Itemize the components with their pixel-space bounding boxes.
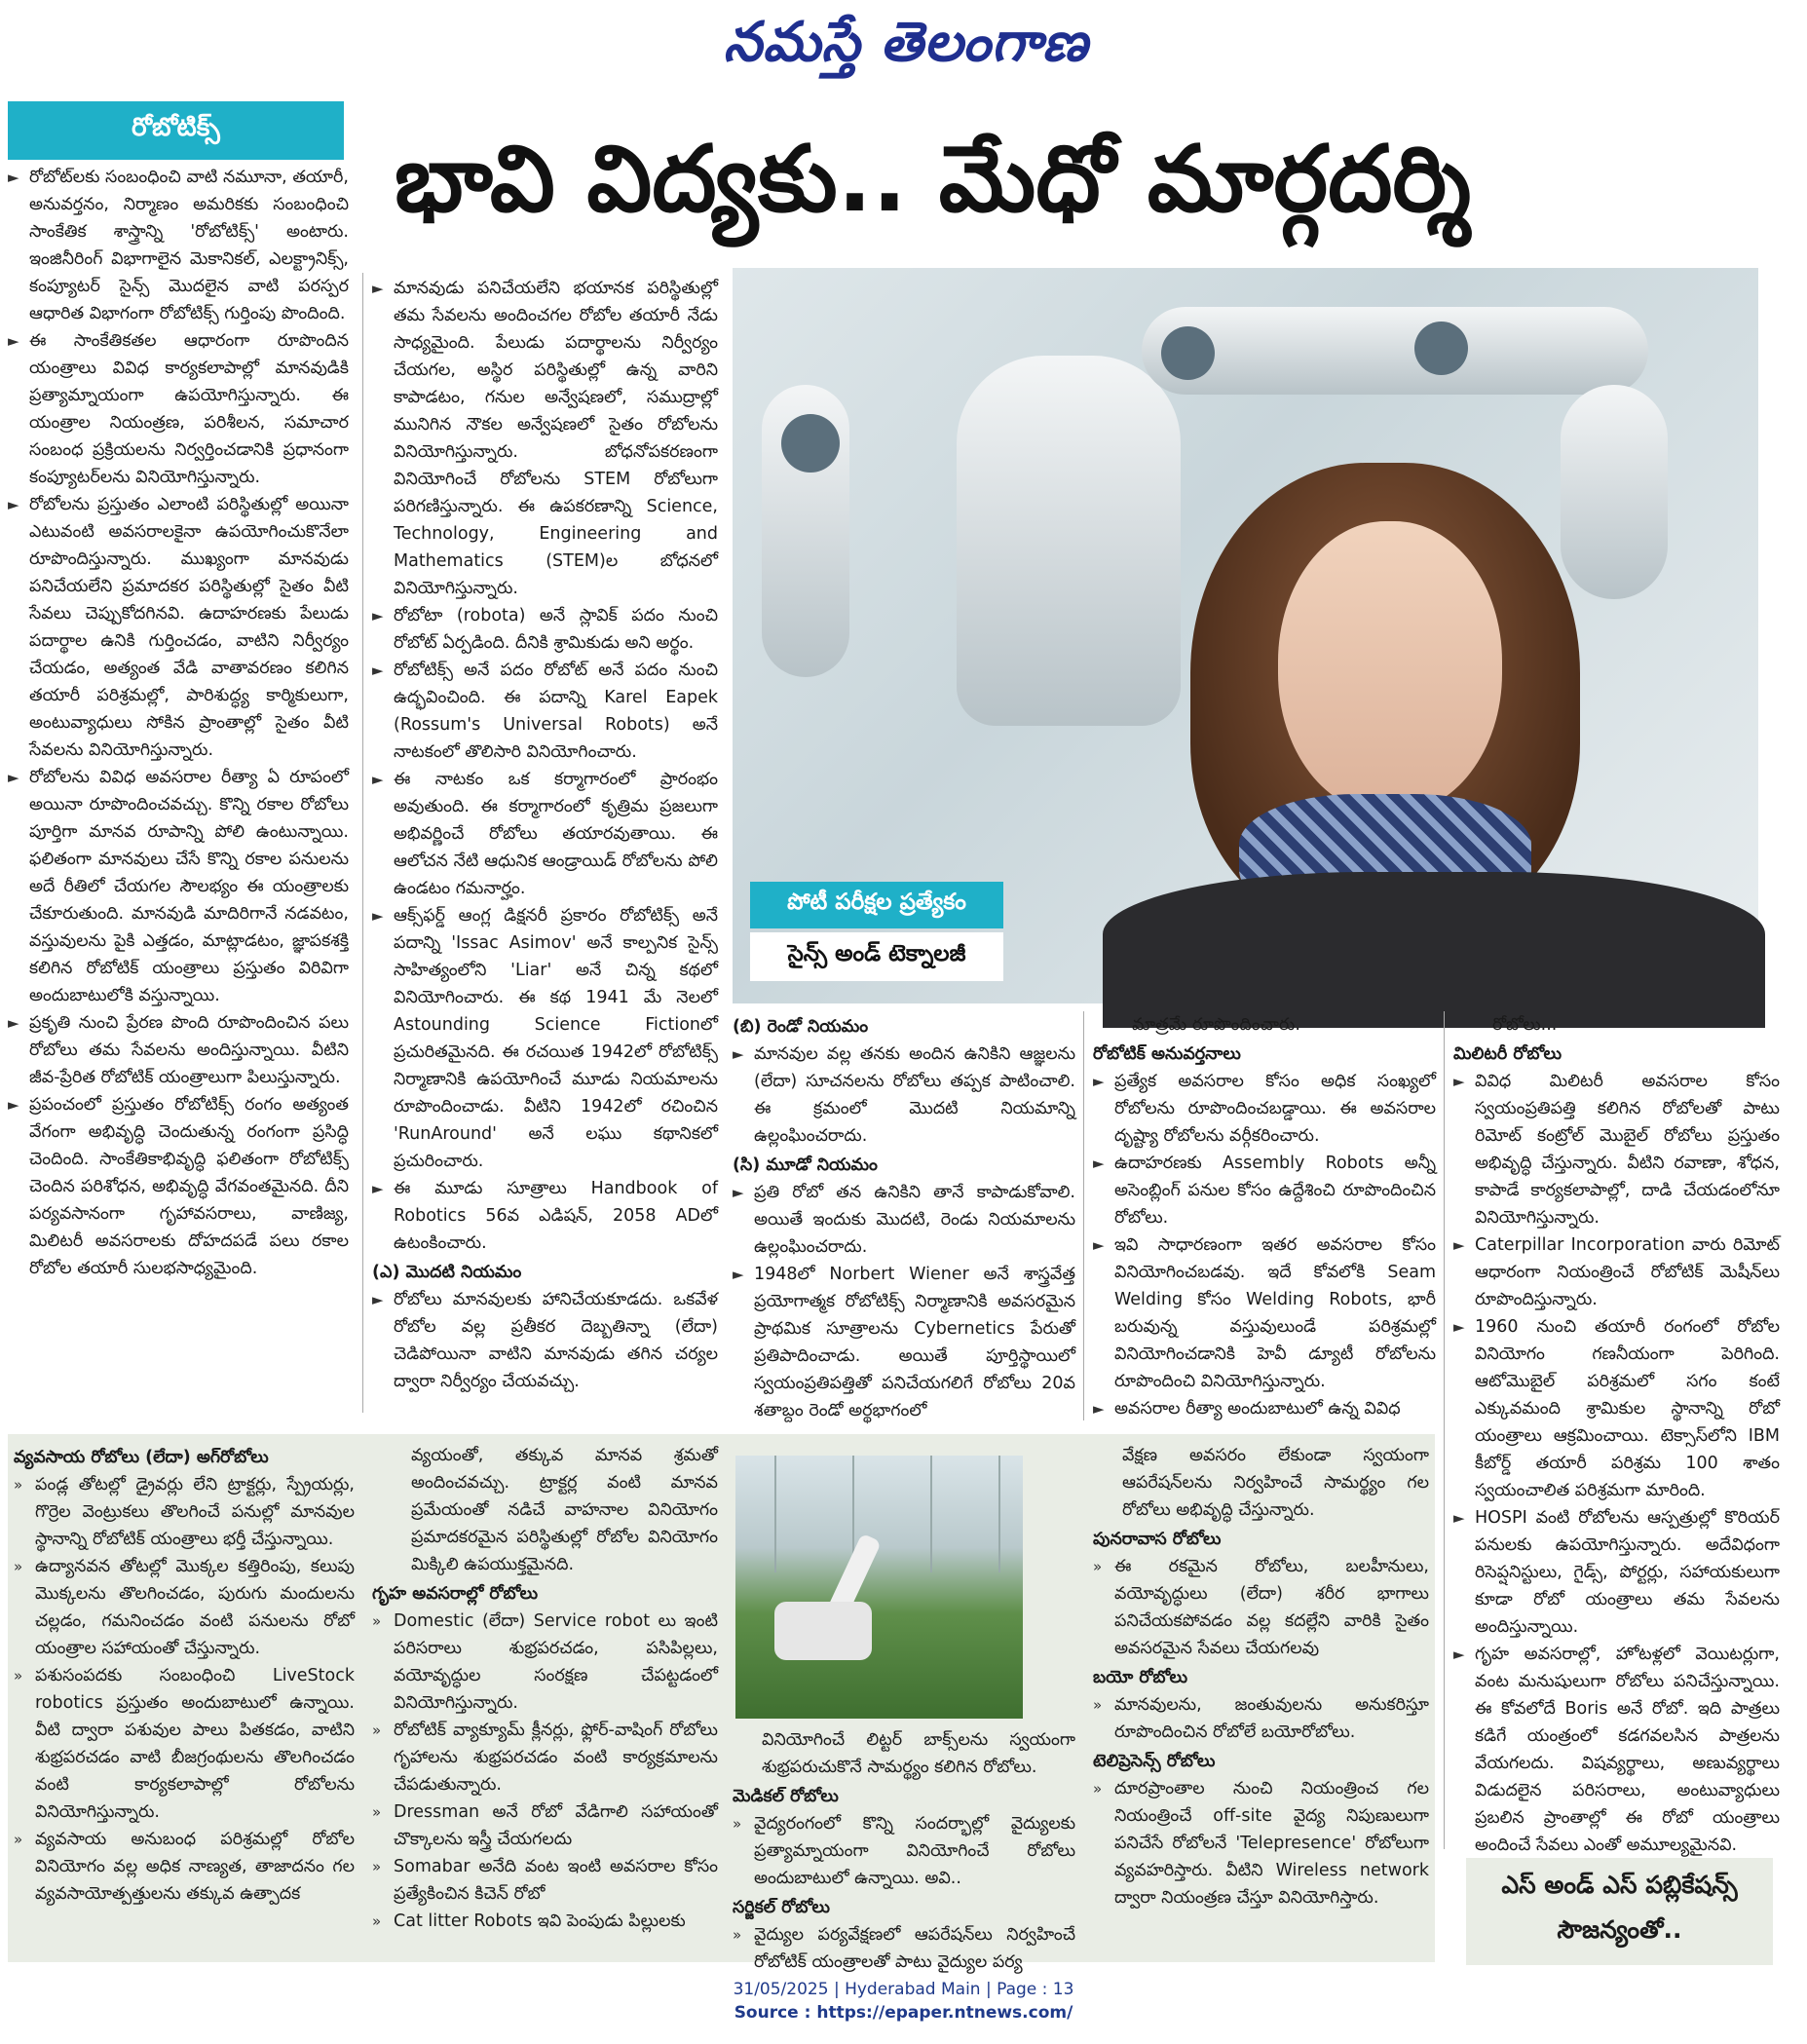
bullet-icon: ► [1453,1509,1465,1527]
credit-line-1: ఎస్ అండ్ ఎస్ పబ్లికేషన్స్ [1501,1871,1738,1899]
page-footer [0,1978,1807,2025]
topic-tag: సైన్స్ అండ్ టెక్నాలజీ [750,932,1003,981]
box-column-1 [14,1442,355,1958]
paragraph: ► HOSPI వంటి రోబోలను ఆస్పత్రుల్లో కొరియర్ పనులకు ఉపయోగిస్తున్నారు. అదేవిధంగా రిసెప్షనిస్టులు, గైడ్స్, పోర్టర్లు, సహాయకులుగా కూడా రోబో యంత్రాలు తమ సేవలను అందిస్తున్నాయి. [1453,1504,1780,1641]
paragraph: ► రోబోటిక్స్ అనే పదం రోబోట్ అనే పదం నుంచి ఉద్భవించింది. ఈ పదాన్ని Karel Eapek (Rossum's Universal Robots) అనే నాటకంలో తొలిసారి వినియోగించారు. [372,657,718,766]
robot-joint [1414,322,1468,375]
paragraph: » వైద్యరంగంలో కొన్ని సందర్భాల్లో వైద్యులకు ప్రత్యామ్నాయంగా వినియోగించే రోబోలు అందుబాటులో ఉన్నాయి. అవి.. [733,1810,1075,1892]
bullet-icon: ► [8,496,19,513]
paragraph: ► ఈ మూడు సూత్రాలు Handbook of Robotics 56వ ఎడిషన్, 2058 ADలో ఉటంకించారు. [372,1175,718,1257]
paragraph: ► రోబోలను వివిధ అవసరాల రీత్యా ఏ రూపంలో అయినా రూపొందించవచ్చు. కొన్ని రకాల రోబోలు పూర్తిగా మానవ రూపాన్ని పోలి ఉంటున్నాయి. ఫలితంగా మానవులు చేసే కొన్ని రకాల పనులను అదే రీతిలో చేయగల సౌలభ్యం ఈ యంత్రాలకు చేకూరుతుంది. మానవుడి మాదిరిగానే నడవటం, వస్తువులను పైకి ఎత్తడం, మాట్లాడటం, జ్ఞాపకశక్తి కలిగిన రోబోటిక్ యంత్రాలు ప్రస్తుతం విరివిగా అందుబాటులోకి వస్తున్నాయి. [8,764,349,1009]
paragraph: ► ఈ నాటకం ఒక కర్మాగారంలో ప్రారంభం అవుతుంది. ఈ కర్మాగారంలో కృత్రిమ ప్రజలుగా అభివర్ణించే రోబోలు తయారవుతాయి. ఈ ఆలోచన నేటి ఆధునిక ఆండ్రాయిడ్ రోబోలను పోలి ఉండటం గమనార్హం. [372,766,718,902]
bullet-icon: ► [372,1180,384,1197]
paragraph: ► ఉదాహరణకు Assembly Robots అన్నీ అసెంబ్లింగ్ పనుల కోసం ఉద్దేశించి రూపొందించిన రోబోలు. [1093,1150,1436,1231]
paragraph: ► 1960 నుంచి తయారీ రంగంలో రోబోల వినియోగం గణనీయంగా పెరిగింది. ఆటోమొబైల్ పరిశ్రమలో సగం కంటే ఎక్కువమంది శ్రామికుల స్థానాన్ని రోబో యంత్రాలు ఆక్రమించాయి. టెక్సాస్‌లోని IBM కీబోర్డ్ తయారీ పరిశ్రమ 100 శాతం స్వయంచాలిత పరిశ్రమగా మారింది. [1453,1313,1780,1504]
subheading: సర్జికల్ రోబోలు [733,1898,830,1917]
paragraph: » వైద్యుల పర్యవేక్షణలో ఆపరేషన్‌లు నిర్వహించే రోబోటిక్ యంత్రాలతో పాటు వైద్యుల పర్య [733,1921,1075,1976]
headline: భావి విద్యకు.. మేధో మార్గదర్శి [395,127,1472,233]
bullet-icon: ► [8,1014,19,1032]
masthead-logo: నమస్తే తెలంగాణ [723,10,1089,74]
exam-special-tag: పోటీ పరీక్షల ప్రత్యేకం [750,882,1003,928]
subheading: రోబోటిక్ అనువర్తనాలు [1093,1044,1241,1064]
continued-text: వేక్షణ అవసరం లేకుండా స్వయంగా ఆపరేషన్‌లను నిర్వహించే సామర్థ్యం గల రోబోలు అభివృద్ధి చేస్తున్నారు. [1122,1446,1429,1520]
subheading: పునరావాస రోబోలు [1093,1530,1222,1549]
paragraph: ► మానవుల వల్ల తనకు అందిన ఉనికిని ఆజ్ఞలను (లేదా) సూచనలను రోబోలు తప్పక పాటించాలి. ఈ క్రమంలో మొదటి నియమాన్ని ఉల్లంఘించరాదు. [733,1041,1075,1150]
bullet-icon: ► [1453,1236,1465,1254]
bullet-icon: ► [372,1291,384,1308]
column-divider [1083,1011,1084,1420]
robot-arm-right [1142,307,1648,395]
bullet-icon: ► [8,1096,19,1114]
person-sweater [1103,872,1765,1028]
column-5 [1453,1011,1780,1855]
paragraph: ► ప్రకృతి నుంచి ప్రేరణ పొంది రూపొందించిన పలు రోబోలు తమ సేవలను అందిస్తున్నాయి. వీటిని జీవ-ప్రేరిత రోబోటిక్ యంత్రాలుగా పిలుస్తున్నారు. [8,1009,349,1091]
column-4 [1093,1011,1436,1420]
bullet-icon: ► [1093,1236,1105,1254]
box-column-2 [372,1442,718,1958]
paragraph: » Somabar అనేది వంట ఇంటి అవసరాల కోసం ప్రత్యేకించిన కిచెన్ రోబో [372,1853,718,1908]
bullet-icon: » [14,1667,23,1684]
column-1 [8,164,349,1420]
continued-text: వ్యయంతో, తక్కువ మానవ శ్రమతో అందించవచ్చు. ట్రాక్టర్ల వంటి మానవ ప్రమేయంతో నడిచే వాహనాల వినియోగం ప్రమాదకరమైన పరిస్థితుల్లో రోబోల వినియోగం మిక్కిలి ఉపయుక్తమైనది. [411,1446,718,1574]
subheading: (ఎ) మొదటి నియమం [372,1263,522,1282]
footer-source[interactable]: Source : https://epaper.ntnews.com/ [734,2003,1073,2023]
bullet-icon: » [1093,1780,1103,1798]
paragraph: ► ఇవి సాధారణంగా ఇతర అవసరాల కోసం వినియోగించబడవు. ఇదే కోవలోకి Seam Welding కోసం Welding Robots, భారీ బరువున్న వస్తువులుండే పరిశ్రమల్లో వినియోగించడానికి హెవీ డ్యూటీ రోబోలను రూపొందించి వినియోగిస్తున్నారు. [1093,1231,1436,1395]
bullet-icon: ► [8,332,19,350]
bullet-icon: ► [733,1266,744,1283]
paragraph: » మానవులను, జంతువులను అనుకరిస్తూ రూపొందించిన రోబోలే బయోరోబోలు. [1093,1691,1429,1746]
paragraph: ► వివిధ మిలిటరీ అవసరాల కోసం స్వయంప్రతిపత్తి కలిగిన రోబోలతో పాటు రిమోట్ కంట్రోల్ మొబైల్ రోబోలు ప్రస్తుతం అభివృద్ధి చేస్తున్నారు. వీటిని రవాణా, శోధన, కాపాడే కార్యకలాపాల్లో, దాడి చేయడంలోనూ వినియోగిస్తున్నారు. [1453,1068,1780,1231]
bullet-icon: » [733,1815,742,1833]
farm-robot-photo [735,1456,1023,1719]
bullet-icon: ► [372,607,384,625]
credit-line-2: సౌజన్యంతో.. [1557,1915,1682,1944]
bullet-icon: ► [1453,1073,1465,1090]
paragraph: » రోబోటిక్ వ్యాక్యూమ్ క్లీనర్లు, ఫ్లోర్-వాషింగ్ రోబోలు గృహాలను శుభ్రపరచడం వంటి కార్యక్రమాలను చేపడుతున్నారు. [372,1717,718,1798]
paragraph: ► ప్రత్యేక అవసరాల కోసం అధిక సంఖ్యలో రోబోలను రూపొందించబడ్డాయి. ఈ అవసరాల దృష్ట్యా రోబోలను వర్గీకరించారు. [1093,1068,1436,1150]
bullet-icon: » [372,1858,382,1875]
paragraph: » Dressman అనే రోబో వేడిగాలి సహాయంతో చొక్కాలను ఇస్త్రీ చేయగలదు [372,1798,718,1853]
paragraph: ► గృహ అవసరాల్లో, హోటళ్లలో వెయిటర్లుగా, వంట మనుషులుగా రోబోలు పనిచేస్తున్నాయి. ఈ కోవలోదే Boris అనే రోబో. ఇది పాత్రలు కడిగే యంత్రంలో కడగవలసిన పాత్రలను వేయగలదు. విషవ్యర్థాలు, అణువ్యర్థాలు విడుదలైన పరిసరాలు, అంటువ్యాధులు ప్రబలిన ప్రాంతాల్లో ఈ రోబో యంత్రాలు అందించే సేవలు ఎంతో అమూల్యమైనవి. [1453,1641,1780,1859]
bullet-icon: » [372,1722,382,1739]
publisher-credit [1471,1863,1768,1960]
bullet-icon: » [14,1558,23,1575]
column-divider [362,273,363,1413]
column-2 [372,275,718,1419]
paragraph: ► ఆక్స్‌ఫర్డ్ ఆంగ్ల డిక్షనరీ ప్రకారం రోబోటిక్స్ అనే పదాన్ని 'Issac Asimov' అనే కాల్పనిక సైన్స్ సాహిత్యంలోని 'Liar' అనే చిన్న కథలో వినియోగించారు. ఈ కథ 1941 మే నెలలో Astounding Science Fictionలో ప్రచురితమైనది. ఈ రచయిత 1942లో రోబోటిక్స్ నిర్మాణానికి ఉపయోగించే మూడు నియమాలను రూపొందించాడు. వీటిని 1942లో రచించిన 'RunAround' అనే లఘు కథానికలో ప్రచురించారు. [372,902,718,1175]
subheading: మెడికల్ రోబోలు [733,1787,839,1806]
robot-gripper [1561,385,1668,599]
paragraph: » పశుసంపదకు సంబంధించి LiveStock robotics ప్రస్తుతం అందుబాటులో ఉన్నాయి. వీటి ద్వారా పశువుల పాలు పితకడం, వాటిని శుభ్రపరచడం వాటి బీజగ్రంథులను తొలగించడం వంటి కార్యకలాపాల్లో రోబోలను వినియోగిస్తున్నారు. [14,1662,355,1826]
bullet-icon: ► [1093,1073,1105,1090]
paragraph: ► ప్రతి రోబో తన ఉనికిని తానే కాపాడుకోవాలి. అయితే ఇందుకు మొదటి, రెండు నియమాలను ఉల్లంఘించరాదు. [733,1179,1075,1261]
bullet-icon: » [1093,1696,1103,1714]
bullet-icon: ► [8,169,19,186]
robot-joint [1161,326,1215,380]
greenhouse-frame [930,1456,932,1572]
continued-text: రోబోలు... [1492,1015,1558,1035]
bullet-icon: ► [1453,1646,1465,1663]
paragraph: ► రోబోలను ప్రస్తుతం ఎలాంటి పరిస్థితుల్లో అయినా ఎటువంటి అవసరాలకైనా ఉపయోగించుకొనేలా రూపొందిస్తున్నారు. ముఖ్యంగా మానవుడు పనిచేయలేని ప్రమాదకర పరిస్థితుల్లో సైతం వీటి సేవలు చెప్పుకోదగినవి. ఉదాహరణకు పేలుడు పదార్థాల ఉనికి గుర్తించడం, వాటిని నిర్వీర్యం చేయడం, అత్యంత వేడి వాతావరణం కలిగిన తయారీ పరిశ్రమల్లో, పారిశుద్ధ్య కార్మికులుగా, అంటువ్యాధులు సోకిన ప్రాంతాల్లో సైతం వీటి సేవలను వినియోగిస్తున్నారు. [8,491,349,764]
paragraph: ► మానవుడు పనిచేయలేని భయానక పరిస్థితుల్లో తమ సేవలను అందించగల రోబోల తయారీ నేడు సాధ్యమైంది. పేలుడు పదార్థాలను నిర్వీర్యం చేయగల, అస్థిర పరిస్థితుల్లో ఉన్న వారిని కాపాడటం, గనుల అన్వేషణలో, సముద్రాల్లో మునిగిన నౌకల అన్వేషణలో సైతం రోబోలను వినియోగిస్తున్నారు. బోధనోపకరణంగా వినియోగించే రోబోలను STEM రోబోలుగా పరిగణిస్తున్నారు. ఈ ఉపకరణాన్ని Science, Technology, Engineering and Mathematics (STEM)ల బోధనలో వినియోగిస్తున్నారు. [372,275,718,602]
paragraph: » Domestic (లేదా) Service robot లు ఇంటి పరిసరాలు శుభ్రపరచడం, పసిపిల్లలు, వయోవృద్ధుల సంరక్షణ చేపట్టడంలో వినియోగిస్తున్నారు. [372,1608,718,1717]
bullet-icon: » [1093,1558,1103,1575]
bullet-icon: » [14,1476,23,1494]
bullet-icon: ► [1093,1400,1105,1418]
box-column-4 [1093,1442,1429,1958]
paragraph: ► 1948లో Norbert Wiener అనే శాస్త్రవేత్త ప్రయోగాత్మక రోబోటిక్స్ నిర్మాణానికి అవసరమైన ప్రాథమిక సూత్రాలను Cybernetics పేరుతో ప్రతిపాదించాడు. అయితే పూర్తిస్థాయిలో స్వయంప్రతిపత్తితో పనిచేయగలిగే రోబోలు 20వ శతాబ్దం రెండో అర్థభాగంలో [733,1261,1075,1424]
paragraph: ► రోబోలు మానవులకు హానిచేయకూడదు. ఒకవేళ రోబోల వల్ల ప్రతీకర దెబ్బతిన్నా (లేదా) చెడిపోయినా వాటిని మానవుడు తగిన చర్యల ద్వారా నిర్వీర్యం చేయవచ్చు. [372,1286,718,1395]
bullet-icon: » [372,1803,382,1821]
robot-joint [781,414,840,473]
paragraph: » Cat litter Robots ఇవి పెంపుడు పిల్లులకు [372,1908,718,1935]
greenhouse-frame [774,1456,776,1572]
bullet-icon: ► [372,662,384,679]
continued-text: వినియోగించే లిట్టర్ బాక్స్‌లను స్వయంగా శుభ్రపరుచుకొనే సామర్థ్యం కలిగిన రోబోలు. [762,1730,1075,1777]
subheading: గృహ అవసరాల్లో రోబోలు [372,1584,539,1604]
subheading: (సి) మూడో నియమం [733,1155,878,1175]
bullet-icon: » [372,1612,382,1630]
bullet-icon: » [372,1912,382,1930]
subheading: బయో రోబోలు [1093,1668,1188,1687]
paragraph: ► రోబోటా (robota) అనే స్లావిక్ పదం నుంచి రోబోట్ ఏర్పడింది. దీనికి శ్రామికుడు అని అర్థం. [372,602,718,657]
continued-text: మాత్రమే రూపొందించారు. [1132,1015,1300,1035]
robot-torso [957,356,1181,726]
box-column-3 [733,1726,1075,1972]
bullet-icon: ► [372,280,384,297]
paragraph: » పండ్ల తోటల్లో డ్రైవర్లు లేని ట్రాక్టర్లు, స్ప్రేయర్లు, గొర్రెల వెంట్రుకలు తొలగించే పనుల్లో మానవుల స్థానాన్ని రోబోటిక్ యంత్రాలు భర్తీ చేస్తున్నాయి. [14,1471,355,1553]
paragraph: » ఈ రకమైన రోబోలు, బలహీనులు, వయోవృద్ధులు (లేదా) శరీర భాగాలు పనిచేయకపోవడం వల్ల కదల్లేని వారికి సైతం అవసరమైన సేవలు చేయగలవు [1093,1553,1429,1662]
paragraph: ► అవసరాల రీత్యా అందుబాటులో ఉన్న వివిధ [1093,1395,1436,1422]
paragraph: ► ప్రపంచంలో ప్రస్తుతం రోబోటిక్స్ రంగం అత్యంత వేగంగా అభివృద్ధి చెందుతున్న రంగంగా ప్రసిద్ధి చెందింది. సాంకేతికాభివృద్ధి ఫలితంగా రోబోటిక్స్ చెందిన పరిశోధన, అభివృద్ధి వేగవంతమైనది. దీని పర్యవసానంగా గృహావసరాలు, వాణిజ్య, మిలిటరీ అవసరాలకు దోహదపడే పలు రకాల రోబోల తయారీ సులభసాధ్యమైంది. [8,1091,349,1282]
subheading: మిలిటరీ రోబోలు [1453,1044,1562,1064]
paragraph: » దూరప్రాంతాల నుంచి నియంత్రించ గల నియంత్రించే off-site వైద్య నిపుణులుగా పనిచేసే రోబోలనే 'Telepresence' రోబోలుగా వ్యవహరిస్తారు. వీటిని Wireless network ద్వారా నియంత్రణ చేస్తూ వినియోగిస్తారు. [1093,1775,1429,1912]
column-3 [733,1011,1075,1420]
section-tag: రోబోటిక్స్ [8,101,344,160]
paragraph: ► Caterpillar Incorporation వారు రిమోట్ ఆధారంగా నియంత్రించే రోబోటిక్ మెషీన్‌లు రూపొందిస్తున్నారు. [1453,1231,1780,1313]
paragraph: » వ్యవసాయ అనుబంధ పరిశ్రమల్లో రోబోల వినియోగం వల్ల అధిక నాణ్యత, తాజాదనం గల వ్యవసాయోత్పత్తులను తక్కువ ఉత్పాదక [14,1826,355,1908]
bullet-icon: ► [1093,1154,1105,1172]
paragraph: ► ఈ సాంకేతికతల ఆధారంగా రూపొందిన యంత్రాలు వివిధ కార్యకలాపాల్లో మానవుడికి ప్రత్యామ్నాయంగా ఉపయోగిస్తున్నారు. ఈ యంత్రాల నియంత్రణ, పరిశీలన, సమాచార సంబంధ ప్రక్రియలను నిర్వర్తించడానికి ప్రధానంగా కంప్యూటర్‌లను వినియోగిస్తున్నారు. [8,327,349,491]
subheading: వ్యవసాయ రోబోలు (లేదా) అగ్‌రోబోలు [14,1448,269,1467]
subheading: టెలిప్రెసెన్స్ రోబోలు [1093,1752,1216,1771]
subheading: (బి) రెండో నియమం [733,1017,869,1037]
greenhouse-frame [998,1456,1000,1572]
bullet-icon: ► [372,907,384,925]
farm-robot [774,1602,872,1660]
person-face [1278,521,1502,814]
bullet-icon: ► [733,1045,744,1063]
bullet-icon: ► [8,769,19,786]
bullet-icon: ► [733,1184,744,1201]
paragraph: ► రోబోట్‌లకు సంబంధించి వాటి నమూనా, తయారీ, అనువర్తనం, నిర్మాణం అమరికకు సంబంధించి సాంకేతిక శాస్త్రాన్ని 'రోబోటిక్స్' అంటారు. ఇంజినీరింగ్ విభాగాలైన మెకానికల్, ఎలక్ట్రానిక్స్, కంప్యూటర్ సైన్స్ మొదలైన వాటి పరస్పర ఆధారిత విభాగంగా రోబోటిక్స్ గుర్తింపు పొందింది. [8,164,349,327]
bullet-icon: » [733,1926,742,1944]
bullet-icon: ► [372,771,384,788]
bullet-icon: ► [1453,1318,1465,1336]
column-divider [1444,1011,1445,1849]
paragraph: » ఉద్యానవన తోటల్లో మొక్కల కత్తిరింపు, కలుపు మొక్కలను తొలగించడం, పురుగు మందులను చల్లడం, గమనించడం వంటి పనులను రోబో యంత్రాల సహాయంతో చేస్తున్నారు. [14,1553,355,1662]
bullet-icon: » [14,1831,23,1848]
footer-edition: 31/05/2025 | Hyderabad Main | Page : 13 [733,1980,1074,1999]
